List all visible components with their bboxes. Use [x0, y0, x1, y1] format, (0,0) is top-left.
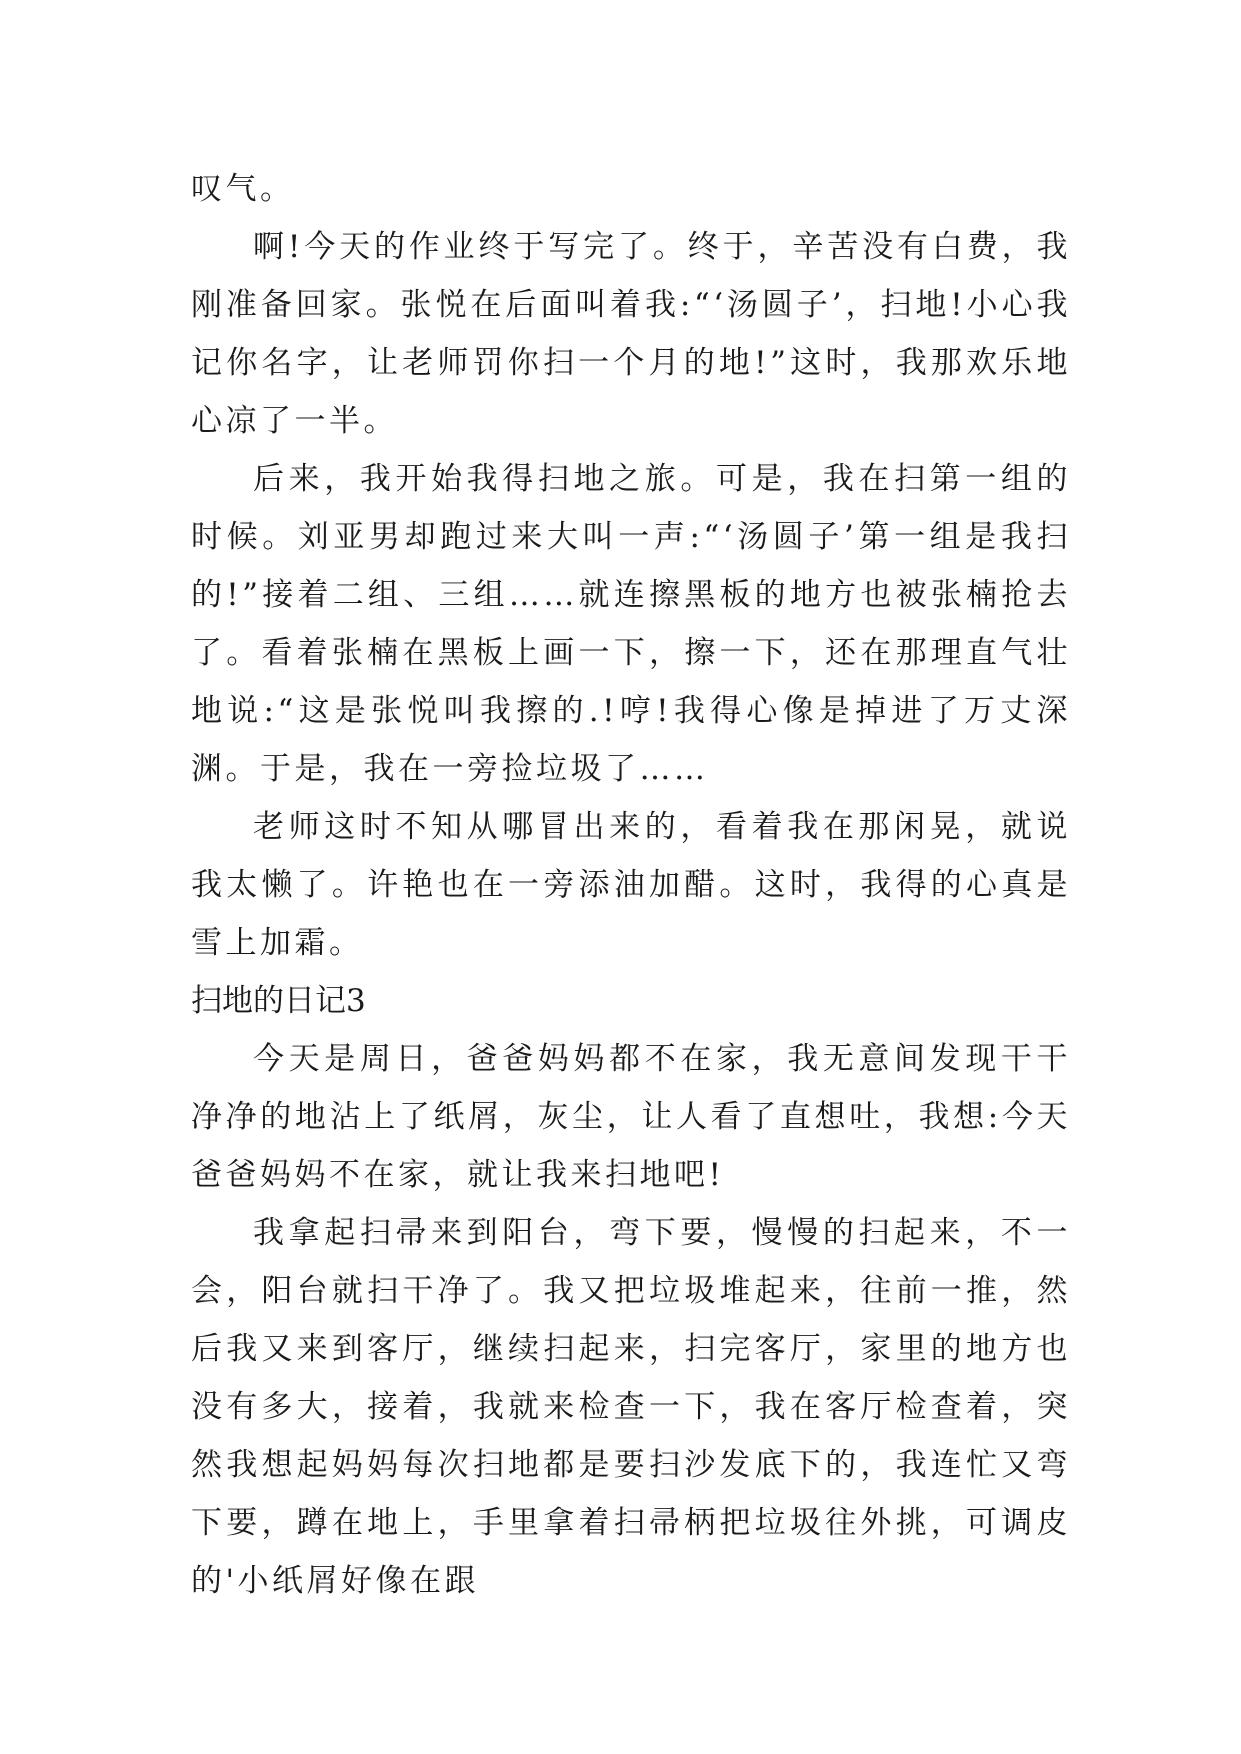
paragraph: 啊!今天的作业终于写完了。终于，辛苦没有白费，我刚准备回家。张悦在后面叫着我:“‘汤圆子’，扫地!小心我记你名字，让老师罚你扫一个月的地!”这时，我那欢乐地心凉了一半。 [191, 229, 1071, 439]
paragraph: 后来，我开始我得扫地之旅。可是，我在扫第一组的时候。刘亚男却跑过来大叫一声:“‘汤圆子’第一组是我扫的!”接着二组、三组……就连擦黑板的地方也被张楠抢去了。看着张楠在黑板上画一下，擦一下，还在那理直气壮地说:“这是张悦叫我擦的.!哼!我得心像是掉进了万丈深渊。于是，我在一旁捡垃圾了…… [191, 461, 1071, 787]
document-body [191, 160, 1071, 1610]
paragraph: 老师这时不知从哪冒出来的，看着我在那闲晃，就说我太懒了。许艳也在一旁添油加醋。这时，我得的心真是雪上加霜。 [191, 809, 1071, 961]
paragraph: 我拿起扫帚来到阳台，弯下要，慢慢的扫起来，不一会，阳台就扫干净了。我又把垃圾堆起来，往前一推，然后我又来到客厅，继续扫起来，扫完客厅，家里的地方也没有多大，接着，我就来检查一下，我在客厅检查着，突然我想起妈妈每次扫地都是要扫沙发底下的，我连忙又弯下要，蹲在地上，手里拿着扫帚柄把垃圾往外挑，可调皮的'小纸屑好像在跟 [191, 1215, 1071, 1599]
paragraph: 今天是周日，爸爸妈妈都不在家，我无意间发现干干净净的地沾上了纸屑，灰尘，让人看了直想吐，我想:今天爸爸妈妈不在家，就让我来扫地吧! [191, 1041, 1071, 1193]
paragraph: 叹气。 [191, 171, 295, 207]
section-heading: 扫地的日记3 [191, 983, 366, 1019]
